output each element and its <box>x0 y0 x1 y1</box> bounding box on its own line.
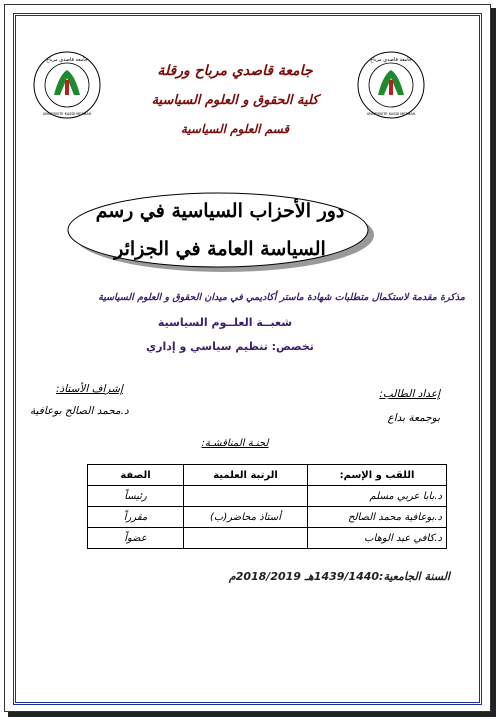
university-name: جامعة قاصدي مرباح ورقلة <box>157 63 313 79</box>
member-name: د.كافي عبد الوهاب <box>308 528 447 549</box>
faculty-name: كلية الحقوق و العلوم السياسية <box>151 93 319 108</box>
supervisor-label: إشراف الأستاذ: <box>56 383 123 395</box>
table-row <box>88 507 447 528</box>
table-row <box>88 528 447 549</box>
academic-year: السنة الجامعية:1439/1440هـ 2018/2019م <box>228 570 450 583</box>
branch-label: شعبــة العلــوم السياسية <box>157 316 293 329</box>
table-row <box>88 486 447 507</box>
svg-text:جامعة قاصدي مرباح: جامعة قاصدي مرباح <box>46 57 88 63</box>
page-shadow-right <box>491 8 496 716</box>
university-logo-left <box>32 50 102 120</box>
specialty-label: تخصص: تنظيم سياسي و إداري <box>146 340 314 353</box>
department-name: قسم العلوم السياسية <box>180 122 290 136</box>
student-name: بوجمعة بداع <box>387 412 440 424</box>
student-label: إعداد الطالب: <box>379 388 440 400</box>
member-role: مقرراً <box>88 507 184 528</box>
svg-text:جامعة قاصدي مرباح: جامعة قاصدي مرباح <box>370 57 412 63</box>
svg-text:UNIVERSITE KASDI MERBAH: UNIVERSITE KASDI MERBAH <box>42 112 92 116</box>
committee-table <box>87 464 447 549</box>
member-role: عضواً <box>88 528 184 549</box>
committee-header-row <box>88 465 447 486</box>
member-rank <box>184 486 308 507</box>
member-rank: أستاذ محاضر(ب) <box>184 507 308 528</box>
memo-description: مذكرة مقدمة لاستكمال متطلبات شهادة ماستر أكاديمي في ميدان الحقوق و العلوم السياسية <box>98 292 465 303</box>
page-shadow-bottom <box>8 712 496 717</box>
committee-label: لجنـة المناقشـة: <box>201 438 269 449</box>
university-logo-right <box>356 50 426 120</box>
member-role: رئيساً <box>88 486 184 507</box>
header-rank: الرتبة العلمية <box>184 465 308 486</box>
header-name: اللقب و الإسم: <box>308 465 447 486</box>
supervisor-name: د.محمد الصالح بوعافية <box>30 405 129 417</box>
thesis-title-line-2: السياسة العامة في الجزائر <box>114 238 326 260</box>
header-role: الصفة <box>88 465 184 486</box>
member-name: د.بابا عربي مسلم <box>308 486 447 507</box>
member-name: د.بوعافية محمد الصالح <box>308 507 447 528</box>
svg-text:UNIVERSITE KASDI MERBAH: UNIVERSITE KASDI MERBAH <box>366 112 416 116</box>
thesis-title-line-1: دور الأحزاب السياسية في رسم <box>95 200 345 222</box>
member-rank <box>184 528 308 549</box>
